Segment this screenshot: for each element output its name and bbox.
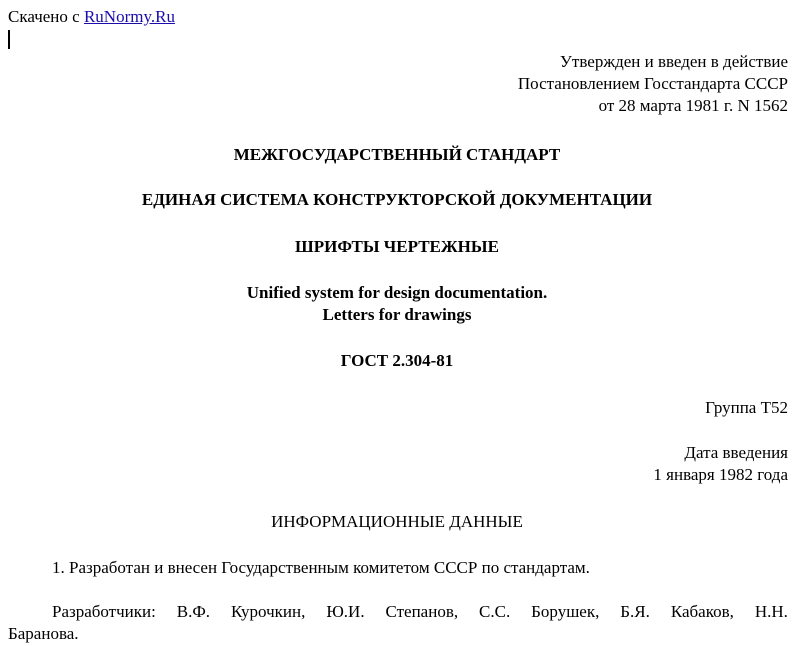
developers-line-2: Баранова. bbox=[8, 624, 79, 643]
intro-date-label: Дата введения bbox=[684, 443, 788, 462]
developers-word: Ю.И. bbox=[326, 602, 365, 621]
paragraph-developed: 1. Разработан и внесен Государственным комитетом СССР по стандартам. bbox=[52, 558, 590, 577]
info-heading: ИНФОРМАЦИОННЫЕ ДАННЫЕ bbox=[271, 512, 523, 531]
intro-date-block bbox=[653, 442, 788, 486]
developers-word: С.С. bbox=[479, 602, 511, 621]
developers-word: В.Ф. bbox=[176, 602, 211, 621]
source-prefix: Скачено с bbox=[8, 7, 80, 26]
title-english bbox=[0, 282, 794, 326]
title-design-documentation-system: ЕДИНАЯ СИСТЕМА КОНСТРУКТОРСКОЙ ДОКУМЕНТАЦИИ bbox=[141, 190, 653, 209]
title-english-line-1: Unified system for design documentation. bbox=[246, 283, 548, 302]
approval-block bbox=[518, 51, 788, 117]
title-interstate-standard: МЕЖГОСУДАРСТВЕННЫЙ СТАНДАРТ bbox=[233, 145, 561, 164]
developers-word: Борушек, bbox=[531, 602, 600, 621]
developers-word: Н.Н. bbox=[754, 602, 788, 621]
intro-date-value: 1 января 1982 года bbox=[653, 465, 788, 484]
developers-word: Степанов, bbox=[385, 602, 459, 621]
developers-word: Б.Я. bbox=[620, 602, 650, 621]
title-drawing-fonts: ШРИФТЫ ЧЕРТЕЖНЫЕ bbox=[295, 237, 499, 256]
developers-word: Курочкин, bbox=[231, 602, 306, 621]
text-cursor bbox=[8, 30, 10, 49]
approval-line-2: Постановлением Госстандарта СССР bbox=[517, 74, 788, 93]
source-line bbox=[8, 6, 175, 28]
developers-word: Кабаков, bbox=[670, 602, 734, 621]
approval-line-1: Утвержден и введен в действие bbox=[559, 52, 788, 71]
approval-line-3: от 28 марта 1981 г. N 1562 bbox=[598, 96, 788, 115]
developers-word: Разработчики: bbox=[52, 602, 156, 621]
developers-line-1 bbox=[8, 601, 788, 623]
gost-number: ГОСТ 2.304-81 bbox=[340, 351, 454, 370]
group-code: Группа Т52 bbox=[705, 398, 788, 417]
paragraph-developers bbox=[8, 601, 788, 645]
title-english-line-2: Letters for drawings bbox=[322, 305, 472, 324]
source-link[interactable]: RuNormy.Ru bbox=[83, 7, 175, 26]
